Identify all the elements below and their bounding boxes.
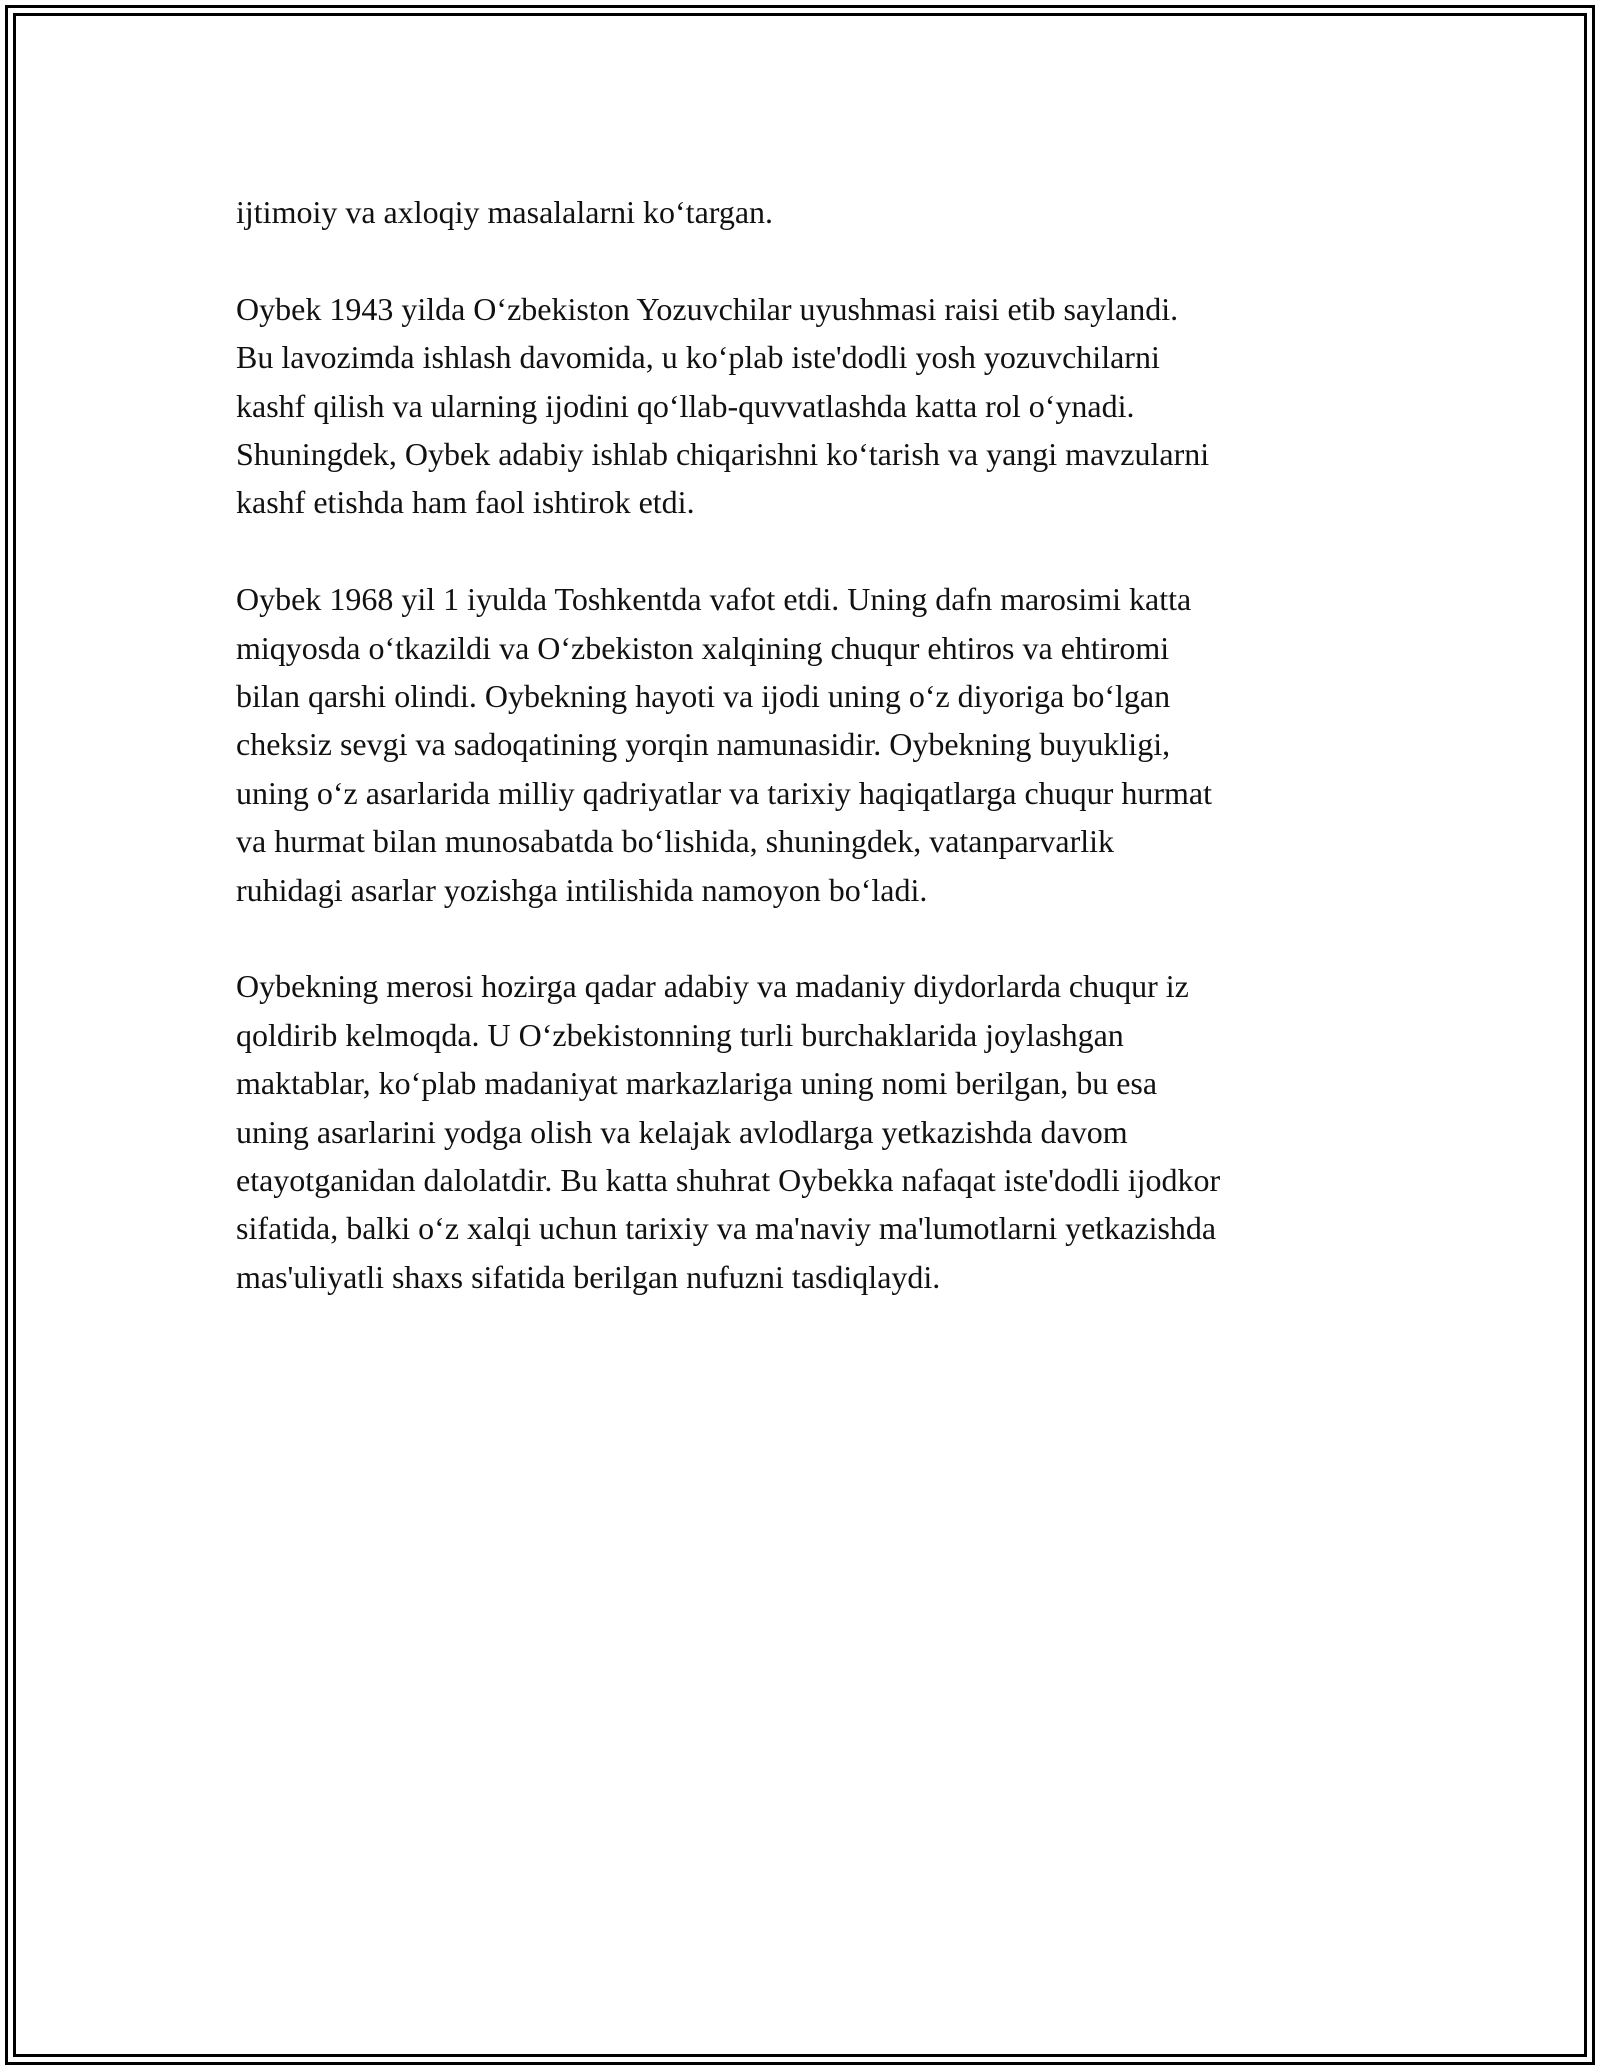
paragraph-1: ijtimoiy va axloqiy masalalarni koʻtargan. [236,194,774,230]
paragraph-3: Oybek 1968 yil 1 iyulda Toshkentda vafot etdi. Uning dafn marosimi katta miqyosda oʻtkazildi va Oʻzbekiston xalqining chuqur ehtiros va ehtiromi bilan qarshi olindi. Oybekning hayoti va ijodi uning oʻz diyoriga boʻlgan cheksiz sevgi va sadoqatining yorqin namunasidir. Oybekning buyukligi, uning oʻz asarlarida milliy qadriyatlar va tarixiy haqiqatlarga chuqur hurmat va hurmat bilan munosabatda boʻlishida, shuningdek, vatanparvarlik ruhidagi asarlar yozishga intilishida namoyon boʻladi. [236,581,1212,908]
paragraph-4: Oybekning merosi hozirga qadar adabiy va madaniy diydorlarda chuqur iz qoldirib kelmoqda. U Oʻzbekistonning turli burchaklarida joylashgan maktablar, koʻplab madaniyat markazlariga uning nomi berilgan, bu esa uning asarlarini yodga olish va kelajak avlodlarga yetkazishda davom etayotganidan dalolatdir. Bu katta shuhrat Oybekka nafaqat iste'dodli ijodkor sifatida, balki oʻz xalqi uchun tarixiy va ma'naviy ma'lumotlarni yetkazishda mas'uliyatli shaxs sifatida berilgan nufuzni tasdiqlaydi. [236,968,1221,1295]
document-body [236,188,1386,1301]
paragraph-2: Oybek 1943 yilda Oʻzbekiston Yozuvchilar uyushmasi raisi etib saylandi. Bu lavozimda ishlash davomida, u koʻplab iste'dodli yosh yozuvchilarni kashf qilish va ularning ijodini qoʻllab-quvvatlashda katta rol oʻynadi. Shuningdek, Oybek adabiy ishlab chiqarishni koʻtarish va yangi mavzularni kashf etishda ham faol ishtirok etdi. [236,290,1210,521]
